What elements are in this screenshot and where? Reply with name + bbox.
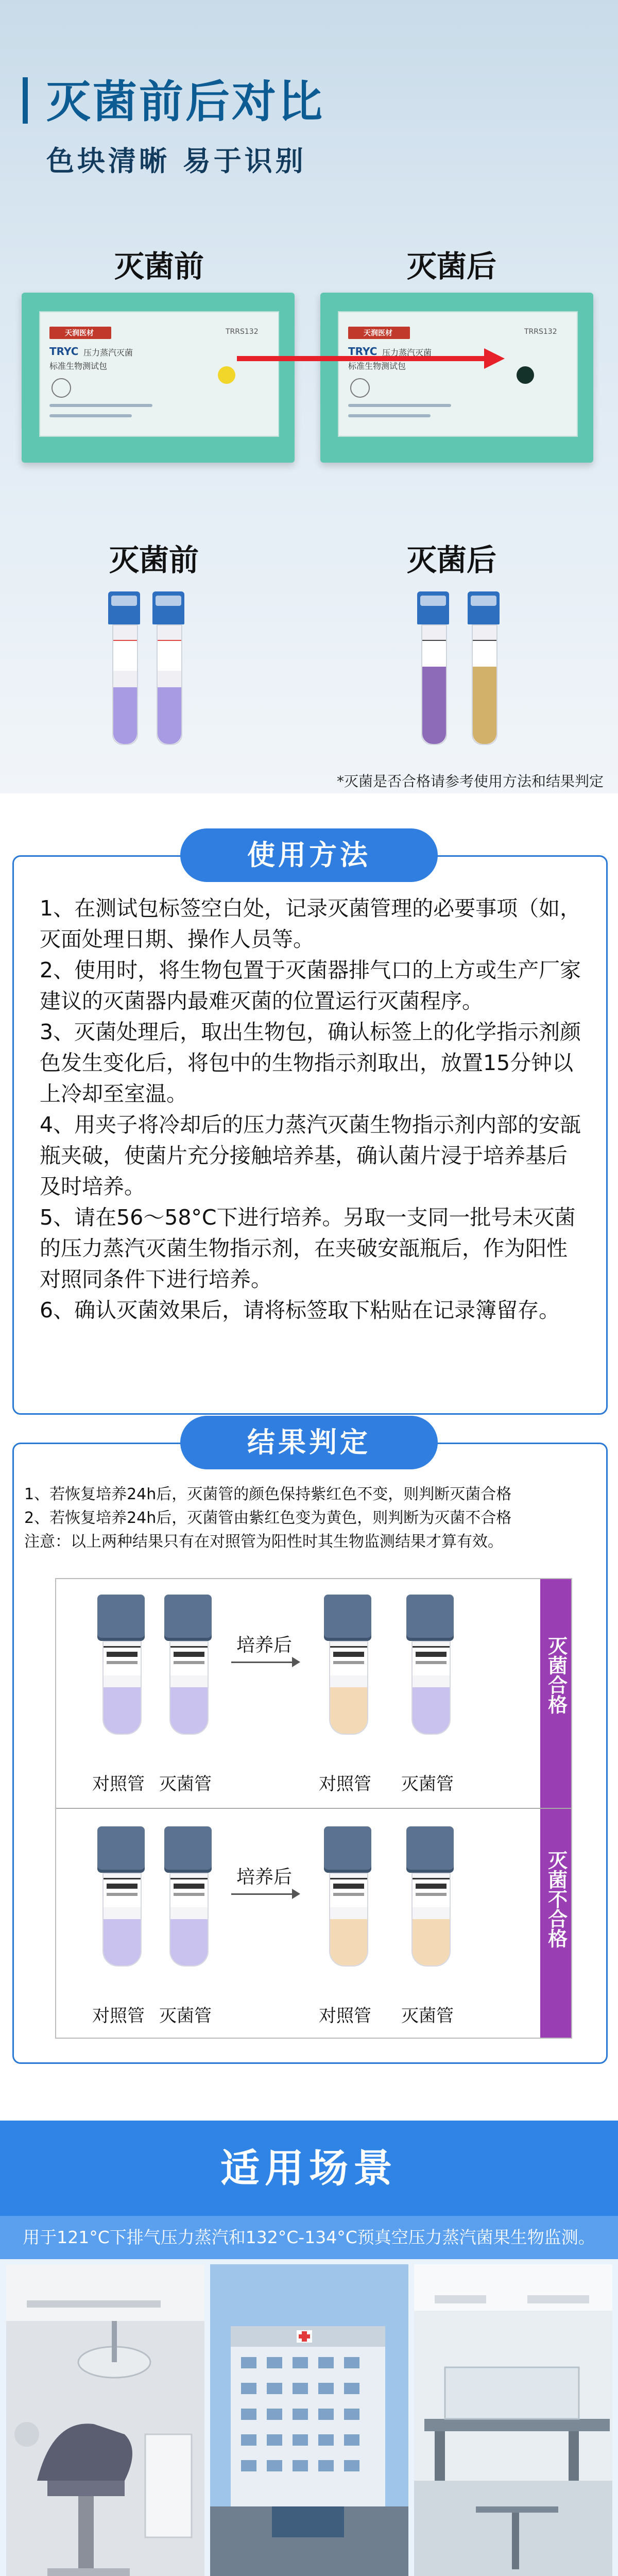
- control-tube-before: [97, 1595, 145, 1734]
- usage-steps: [40, 893, 586, 1326]
- result-panel: [12, 1443, 608, 2064]
- result-line-3: 注意：以上两种结果只有在对照管为阳性时其生物监测结果才算有效。: [24, 1533, 503, 1551]
- sterile-tube-label: 灭菌管: [401, 2006, 454, 2026]
- usage-panel: [12, 855, 608, 1415]
- result-description: [24, 1483, 596, 1554]
- brand-logo: 天润医材: [348, 327, 410, 339]
- label-after-2: 灭菌后: [407, 543, 497, 578]
- sterile-tube-label: 灭菌管: [401, 1774, 454, 1794]
- card-code: TRRS132: [524, 328, 557, 336]
- card-desc: 压力蒸汽灭菌: [83, 348, 133, 358]
- comparison-section: [0, 0, 618, 793]
- after-culture-label: 培养后: [236, 1867, 293, 1888]
- result-title: 结果判定: [180, 1416, 438, 1469]
- control-tube-after: [324, 1826, 371, 1965]
- indicator-circle: [52, 378, 71, 398]
- control-tube-after: [324, 1595, 371, 1734]
- control-tube-label: 对照管: [319, 2006, 371, 2026]
- card-product: TRYC: [49, 345, 79, 358]
- indicator-dot-dark: [517, 366, 534, 384]
- dental-clinic-icon: [6, 2264, 204, 2576]
- culture-arrow-icon: [231, 1893, 298, 1895]
- indicator-dot-yellow: [218, 366, 235, 384]
- grid-divider: [56, 1808, 571, 1809]
- result-judgement-grid: [55, 1578, 572, 2039]
- culture-arrow-icon: [231, 1662, 298, 1663]
- card-desc2: 标准生物测试包: [49, 361, 108, 371]
- test-pack-after: [320, 293, 593, 463]
- comparison-title: 灭菌前后对比: [46, 76, 324, 128]
- card-desc2: 标准生物测试包: [348, 361, 406, 371]
- scenes-subtitle: 用于121°C下排气压力蒸汽和132°C-134°C预真空压力蒸汽菌果生物监测。: [0, 2216, 618, 2259]
- card-product: TRYC: [348, 345, 377, 358]
- sterile-tube-before: [164, 1826, 212, 1965]
- sterile-tube-label: 灭菌管: [159, 2006, 212, 2026]
- usage-step-6: 6、确认灭菌效果后，请将标签取下粘贴在记录簿留存。: [40, 1298, 560, 1323]
- usage-title: 使用方法: [180, 828, 438, 882]
- label-before-2: 灭菌前: [109, 543, 199, 578]
- usage-step-3: 3、灭菌处理后，取出生物包，确认标签上的化学指示剂颜色发生变化后，将包中的生物指示剂取出，放置15分钟以上冷却至室温。: [40, 1020, 581, 1106]
- sterile-tube-label: 灭菌管: [159, 1774, 212, 1794]
- hospital-building-icon: [210, 2264, 408, 2576]
- usage-step-5: 5、请在56～58°C下进行培养。另取一支同一批号未灭菌的压力蒸汽灭菌生物指示剂，在夹破安瓿瓶后，作为阳性对照同条件下进行培养。: [40, 1205, 576, 1292]
- card-desc: 压力蒸汽灭菌: [382, 348, 432, 358]
- after-culture-label: 培养后: [236, 1635, 293, 1656]
- test-pack-before: [22, 293, 295, 463]
- sterile-tube-after: [406, 1826, 454, 1965]
- sterile-tube-before: [164, 1595, 212, 1734]
- label-after: 灭菌后: [407, 249, 497, 284]
- scenes-title: 适用场景: [0, 2121, 618, 2216]
- usage-step-2: 2、使用时，将生物包置于灭菌器排气口的上方或生产厂家建议的灭菌器内最难灭菌的位置运行灭菌程序。: [40, 958, 581, 1013]
- control-tube-label: 对照管: [92, 1774, 145, 1794]
- control-tube-before: [97, 1826, 145, 1965]
- usage-step-4: 4、用夹子将冷却后的压力蒸汽灭菌生物指示剂内部的安瓿瓶夹破，使菌片充分接触培养基，确认菌片浸于培养基后及时培养。: [40, 1112, 581, 1199]
- bio-indicator-tube-before: [152, 591, 184, 746]
- bio-indicator-tube-before: [108, 591, 140, 746]
- brand-logo: 天润医材: [49, 327, 111, 339]
- indicator-circle: [350, 378, 370, 398]
- sterile-tube-after: [406, 1595, 454, 1734]
- title-accent-bar: [23, 77, 28, 124]
- result-line-2: 2、若恢复培养24h后，灭菌管由紫红色变为黄色，则判断为灭菌不合格: [24, 1509, 512, 1527]
- control-tube-label: 对照管: [319, 1774, 371, 1794]
- fail-label: 灭菌不合格: [540, 1809, 571, 2038]
- change-arrow-icon: [237, 348, 505, 369]
- label-before: 灭菌前: [114, 249, 204, 284]
- result-line-1: 1、若恢复培养24h后，灭菌管的颜色保持紫红色不变，则判断灭菌合格: [24, 1485, 512, 1503]
- laboratory-icon: [414, 2264, 612, 2576]
- card-code: TRRS132: [226, 328, 259, 336]
- pass-label: 灭菌合格: [540, 1579, 571, 1808]
- sterilization-note: *灭菌是否合格请参考使用方法和结果判定: [336, 773, 604, 790]
- bio-indicator-tube-after-purple: [417, 591, 449, 746]
- bio-indicator-tube-after-yellow: [468, 591, 500, 746]
- control-tube-label: 对照管: [92, 2006, 145, 2026]
- usage-step-1: 1、在测试包标签空白处，记录灭菌管理的必要事项（如，灭面处理日期、操作人员等。: [40, 896, 581, 952]
- comparison-subtitle: 色块清晰 易于识别: [46, 145, 306, 177]
